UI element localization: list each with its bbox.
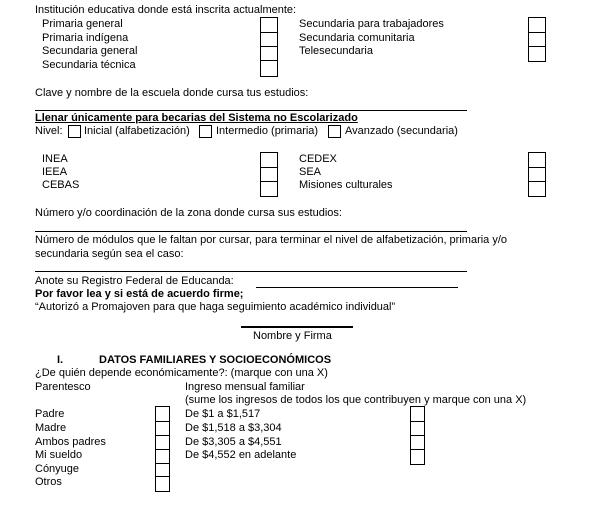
- checkbox-secundaria-comunitaria[interactable]: [529, 33, 545, 47]
- checkbox-padre[interactable]: [156, 407, 169, 422]
- modulos-label-line2: secundaria según sea el caso:: [35, 248, 184, 260]
- nivel-inicial-label: Inicial (alfabetización): [84, 125, 190, 137]
- checkbox-primaria-general[interactable]: [261, 18, 277, 33]
- checkbox-cebas[interactable]: [261, 182, 277, 195]
- option-secundaria-trabajadores: Secundaria para trabajadores: [299, 18, 444, 30]
- checkbox-mi-sueldo[interactable]: [156, 450, 169, 464]
- checkbox-madre[interactable]: [156, 422, 169, 436]
- institution-checkbox-column-right: [528, 17, 546, 62]
- checkbox-telesecundaria[interactable]: [529, 47, 545, 60]
- relation-mi-sueldo: Mi sueldo: [35, 449, 83, 461]
- checkbox-secundaria-trabajadores[interactable]: [529, 18, 545, 33]
- zona-label: Número y/o coordinación de la zona donde cursa sus estudios:: [35, 207, 342, 219]
- signature-line[interactable]: [241, 326, 353, 328]
- parentesco-header: Parentesco: [35, 381, 91, 393]
- relation-ambos-padres: Ambos padres: [35, 436, 106, 448]
- option-cebas: CEBAS: [42, 179, 80, 191]
- option-inea: INEA: [42, 153, 68, 165]
- checkbox-income-2[interactable]: [411, 422, 424, 436]
- checkbox-ieea[interactable]: [261, 168, 277, 182]
- school-label: Clave y nombre de la escuela donde cursa tus estudios:: [35, 87, 309, 99]
- option-primaria-indigena: Primaria indígena: [42, 32, 129, 44]
- income-range-2: De $1,518 a $3,304: [185, 422, 282, 434]
- checkbox-nivel-inicial[interactable]: [68, 125, 81, 138]
- income-range-3: De $3,305 a $4,551: [185, 436, 282, 448]
- relation-checkbox-column: [155, 406, 170, 492]
- checkbox-inea[interactable]: [261, 153, 277, 168]
- option-secundaria-comunitaria: Secundaria comunitaria: [299, 32, 415, 44]
- rfe-label: Anote su Registro Federal de Educanda:: [35, 275, 234, 287]
- option-primaria-general: Primaria general: [42, 18, 123, 30]
- non-school-system-title: Llenar únicamente para becarias del Sistema no Escolarizado: [35, 112, 358, 124]
- checkbox-primaria-indigena[interactable]: [261, 33, 277, 47]
- checkbox-sea[interactable]: [529, 168, 545, 182]
- checkbox-otros[interactable]: [156, 477, 169, 489]
- income-range-1: De $1 a $1,517: [185, 408, 261, 420]
- system-checkbox-column-left: [260, 152, 278, 197]
- relation-madre: Madre: [35, 422, 67, 434]
- ingreso-header: Ingreso mensual familiar: [185, 381, 305, 393]
- option-sea: SEA: [299, 166, 322, 178]
- nivel-intermedio-label: Intermedio (primaria): [216, 125, 319, 137]
- income-range-4: De $4,552 en adelante: [185, 449, 297, 461]
- nivel-avanzado-label: Avanzado (secundaria): [345, 125, 458, 137]
- checkbox-cedex[interactable]: [529, 153, 545, 168]
- rfe-input-line[interactable]: [256, 287, 458, 288]
- option-cedex: CEDEX: [299, 153, 337, 165]
- ingreso-note: (sume los ingresos de todos los que contribuyen y marque con una X): [185, 394, 527, 406]
- checkbox-misiones-culturales[interactable]: [529, 182, 545, 195]
- checkbox-nivel-intermedio[interactable]: [199, 125, 212, 138]
- nivel-label: Nivel:: [35, 125, 63, 137]
- zona-input-line[interactable]: [35, 231, 467, 232]
- institution-checkbox-column-left: [260, 17, 278, 77]
- checkbox-ambos-padres[interactable]: [156, 436, 169, 450]
- system-checkbox-column-right: [528, 152, 546, 197]
- relation-otros: Otros: [35, 476, 62, 488]
- checkbox-secundaria-tecnica[interactable]: [261, 61, 277, 75]
- option-secundaria-tecnica: Secundaria técnica: [42, 59, 136, 71]
- checkbox-nivel-avanzado[interactable]: [328, 125, 341, 138]
- option-misiones-culturales: Misiones culturales: [299, 179, 393, 191]
- section-numeral: I.: [57, 354, 64, 366]
- checkbox-income-1[interactable]: [411, 407, 424, 422]
- checkbox-income-3[interactable]: [411, 436, 424, 450]
- institution-label: Institución educativa donde está inscrita actualmente:: [35, 4, 297, 16]
- consent-prompt: Por favor lea y si está de acuerdo firme;: [35, 288, 244, 300]
- income-checkbox-column: [410, 406, 425, 465]
- relation-padre: Padre: [35, 408, 65, 420]
- checkbox-secundaria-general[interactable]: [261, 47, 277, 61]
- checkbox-conyuge[interactable]: [156, 464, 169, 477]
- option-secundaria-general: Secundaria general: [42, 45, 138, 57]
- signature-label: Nombre y Firma: [253, 330, 332, 342]
- checkbox-income-4[interactable]: [411, 450, 424, 462]
- option-ieea: IEEA: [42, 166, 68, 178]
- consent-statement: “Autorizó a Promajoven para que haga seguimiento académico individual”: [35, 301, 396, 313]
- relation-conyuge: Cónyuge: [35, 463, 80, 475]
- option-telesecundaria: Telesecundaria: [299, 45, 373, 57]
- modulos-label-line1: Número de módulos que le faltan por cursar, para terminar el nivel de alfabetización, primaria y/o: [35, 234, 508, 246]
- dependency-question: ¿De quién depende económicamente?: (marque con una X): [35, 367, 328, 379]
- section-title: DATOS FAMILIARES Y SOCIOECONÓMICOS: [99, 354, 332, 366]
- school-input-line[interactable]: [35, 110, 467, 111]
- modulos-input-line[interactable]: [35, 271, 467, 272]
